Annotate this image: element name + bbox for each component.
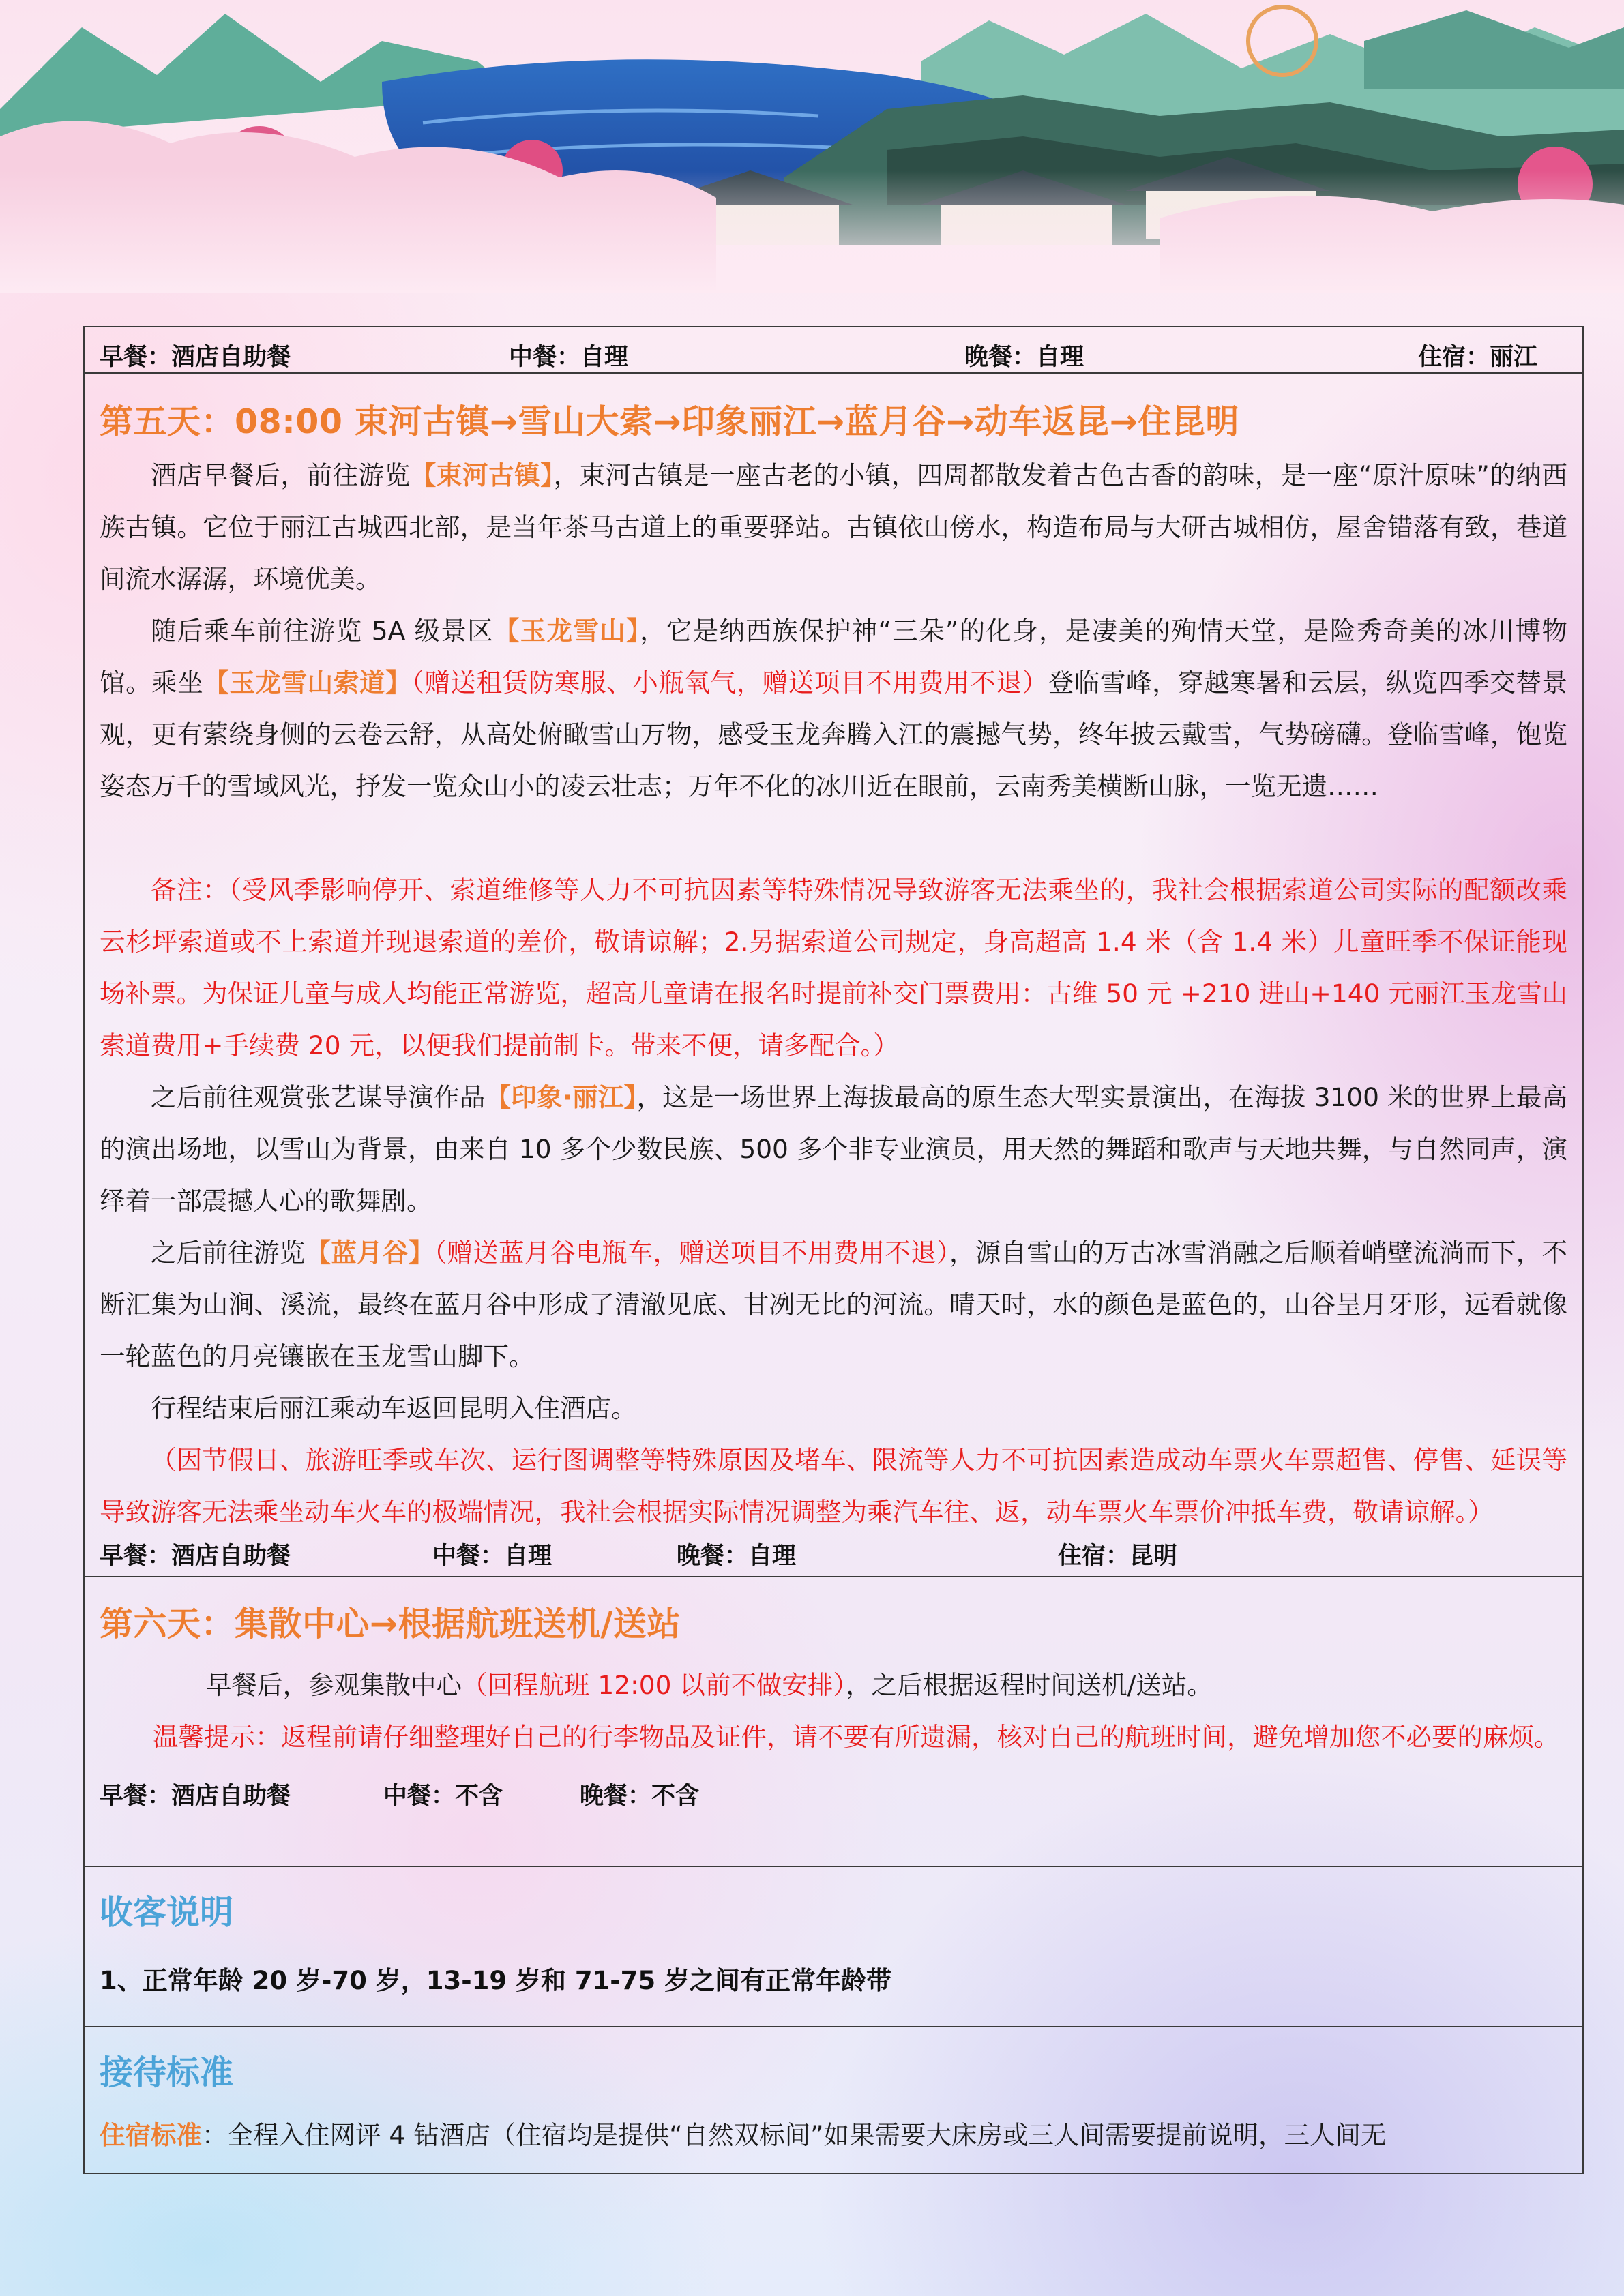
text: 早餐后，参观集散中心 <box>206 1670 462 1700</box>
meal-lunch: 中餐：自理 <box>432 1542 552 1570</box>
day6-title: 第六天：集散中心→根据航班送机/送站 <box>100 1605 681 1643</box>
highlight-yulong: 【玉龙雪山】 <box>493 616 640 646</box>
text: 随后乘车前往游览 5A 级景区 <box>151 616 494 646</box>
day5-section <box>85 372 1582 1576</box>
day5-train-note: （因节假日、旅游旺季或车次、运行图调整等特殊原因及堵车、限流等人力不可抗因素造成动车票火车票超售、停售、延误等导致游客无法乘坐动车火车的极端情况，我社会根据实际情况调整为乘汽车往、返，动车票火车票价冲抵车费，敬请谅解。） <box>100 1445 1567 1527</box>
text: 之后前往观赏张艺谋导演作品 <box>151 1082 486 1112</box>
accommodation-label: 住宿标准 <box>100 2120 202 2150</box>
text: ，它是纳西族保护神“三朵”的化身，是凄美的殉情天堂，是险秀奇美的冰川博物馆。乘坐 <box>100 616 1568 698</box>
guest-age-rule: 1、正常年龄 20 岁-70 岁，13-19 岁和 71-75 岁之间有正常年龄带 <box>100 1966 892 1995</box>
meal-dinner: 晚餐：自理 <box>677 1542 797 1570</box>
highlight-blue-moon: 【蓝月谷】 <box>305 1238 434 1268</box>
day6-meals-row <box>100 1777 1566 1811</box>
meal-breakfast: 早餐：酒店自助餐 <box>100 1542 291 1570</box>
accommodation-text: ：全程入住网评 4 钻酒店（住宿均是提供“自然双标间”如果需要大床房或三人间需要提前说明，三人间无 <box>202 2120 1387 2150</box>
flight-note: （回程航班 12:00 以前不做安排） <box>462 1670 846 1700</box>
day5-paragraph-blue-moon <box>100 1227 1567 1382</box>
day5-meals-row <box>100 1537 1566 1571</box>
highlight-cableway: 【玉龙雪山索道】 <box>203 668 412 698</box>
highlight-impression: 【印象·丽江】 <box>485 1082 637 1112</box>
meal-lunch: 中餐：不含 <box>383 1783 503 1810</box>
meal-breakfast: 早餐：酒店自助餐 <box>100 1783 291 1810</box>
reception-standards-section <box>85 2026 1582 2174</box>
day5-title: 第五天：08:00 束河古镇→雪山大索→印象丽江→蓝月谷→动车返昆→住昆明 <box>100 402 1239 441</box>
landscape-banner <box>0 0 1624 293</box>
meal-dinner: 晚餐：不含 <box>580 1783 700 1810</box>
text: 登临雪峰，穿越寒暑和云层，纵览四季交替景观，更有萦绕身侧的云卷云舒，从高处俯瞰雪山万物，感受玉龙奔腾入江的震撼气势，终年披云戴雪，气势磅礴。登临雪峰，饱览姿态万千的雪域风光，抒发一览众山小的凌云壮志；万年不化的冰川近在眼前，云南秀美横断山脉，一览无遗…… <box>100 668 1567 801</box>
highlight-shuhe: 【束河古镇】 <box>410 460 554 490</box>
guest-requirements-section <box>85 1866 1582 2026</box>
meal-stay: 住宿：昆明 <box>1058 1542 1178 1570</box>
text: ，这是一场世界上海拔最高的原生态大型实景演出，在海拔 3100 米的世界上最高的演出场地，以雪山为背景，由来自 10 多个少数民族、500 多个非专业演员，用天然的舞蹈和歌声与天地共舞，与自然同声，演绎着一部震撼人心的歌舞剧。 <box>100 1082 1568 1216</box>
text: 之后前往游览 <box>151 1238 306 1268</box>
meal-lunch: 中餐：自理 <box>509 344 629 371</box>
text: ，束河古镇是一座古老的小镇，四周都散发着古色古香的韵味，是一座“原汁原味”的纳西族古镇。它位于丽江古城西北部，是当年茶马古道上的重要驿站。古镇依山傍水，构造布局与大研古城相仿，屋舍错落有致，巷道间流水潺潺，环境优美。 <box>100 460 1568 594</box>
itinerary-table <box>83 326 1584 2174</box>
guest-requirements-title: 收客说明 <box>100 1893 234 1932</box>
reception-standards-title: 接待标准 <box>100 2053 234 2092</box>
day6-paragraph <box>206 1665 1213 1701</box>
text: 酒店早餐后，前往游览 <box>151 460 411 490</box>
day6-tip: 温馨提示：返程前请仔细整理好自己的行李物品及证件，请不要有所遗漏，核对自己的航班时间，避免增加您不必要的麻烦。 <box>153 1722 1560 1752</box>
meal-breakfast: 早餐：酒店自助餐 <box>100 344 291 371</box>
day5-paragraph-impression <box>100 1071 1567 1227</box>
gift-note: （赠送租赁防寒服、小瓶氧气，赠送项目不用费用不退） <box>411 668 1048 698</box>
day4-meals-row <box>100 338 1566 372</box>
text: ，之后根据返程时间送机/送站。 <box>846 1670 1213 1700</box>
text: ，源自雪山的万古冰雪消融之后顺着峭壁流淌而下，不断汇集为山涧、溪流，最终在蓝月谷中形成了清澈见底、甘冽无比的河流。晴天时，水的颜色是蓝色的，山谷呈月牙形，远看就像一轮蓝色的月亮镶嵌在玉龙雪山脚下。 <box>100 1238 1568 1371</box>
meal-stay: 住宿：丽江 <box>1418 344 1538 371</box>
day6-section <box>85 1576 1582 1866</box>
meal-dinner: 晚餐：自理 <box>964 344 1084 371</box>
day5-paragraph-shuhe <box>100 449 1567 605</box>
gift-note: （赠送蓝月谷电瓶车，赠送项目不用费用不退） <box>434 1238 949 1268</box>
day5-paragraph-yulong <box>100 605 1567 812</box>
day5-paragraph-return: 行程结束后丽江乘动车返回昆明入住酒店。 <box>151 1393 637 1423</box>
day5-remark: 备注：（受风季影响停开、索道维修等人力不可抗因素等特殊情况导致游客无法乘坐的，我社会根据索道公司实际的配额改乘云杉坪索道或不上索道并现退索道的差价，敬请谅解；2.另据索道公司规定，身高超高 1.4 米（含 1.4 米）儿童旺季不保证能现场补票。为保证儿童与成人均能正常游览，超高儿童请在报名时提前补交门票费用：古维 50 元 +210 进山+140 元丽江玉龙雪山索道费用+手续费 20 元，以便我们提前制卡。带来不便，请多配合。） <box>100 875 1567 1060</box>
accommodation-standard <box>100 2115 1387 2151</box>
